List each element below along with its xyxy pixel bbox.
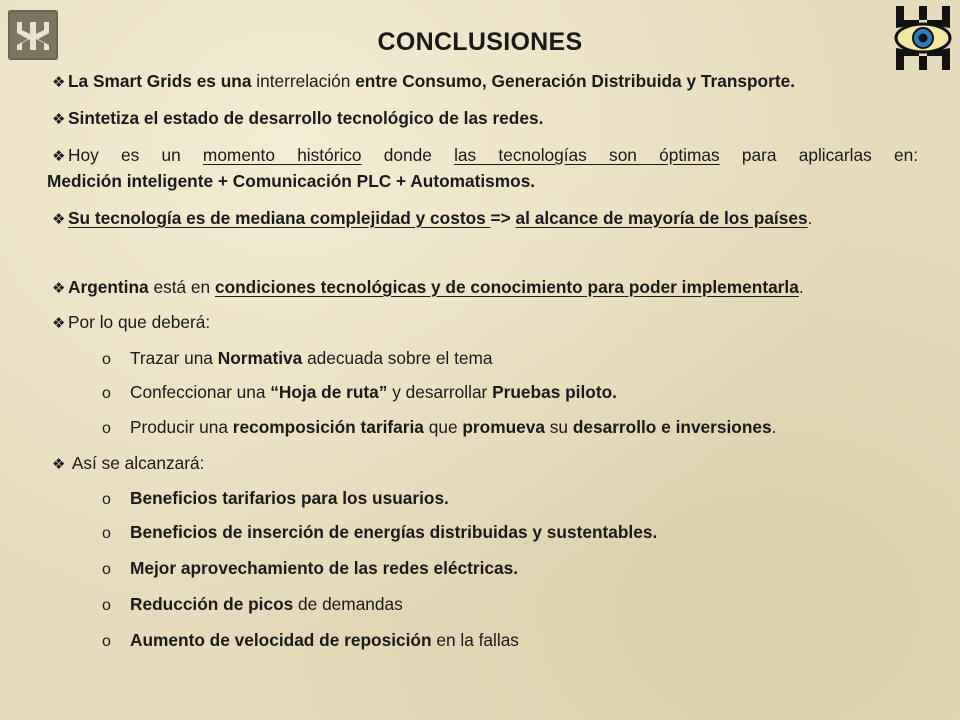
sub-bullet-icon: o [102, 420, 111, 437]
sub-bullet-icon: o [102, 385, 111, 402]
bullet-momento-historico-line2: Medición inteligente + Comunicación PLC + Automatismos. [47, 171, 536, 191]
sub-item-aumento-velocidad: o Aumento de velocidad de reposición en la fallas [102, 627, 519, 655]
bullet-diamond-icon: ❖ [52, 74, 66, 91]
sub-bullet-icon: o [102, 491, 111, 508]
sub-item-normativa: o Trazar una Normativa adecuada sobre el tema [102, 345, 493, 373]
bullet-smart-grids: ❖ La Smart Grids es una interrelación entre Consumo, Generación Distribuida y Transporte. [52, 68, 918, 96]
sub-item-beneficios-tarifarios: o Beneficios tarifarios para los usuarios. [102, 485, 449, 513]
bullet-asi-se-alcanzara: ❖ Así se alcanzará: [52, 450, 918, 478]
sub-bullet-icon: o [102, 525, 111, 542]
slide-title: CONCLUSIONES [377, 28, 583, 56]
sub-item-recomposicion: o Producir una recomposición tarifaria que promueva su desarrollo e inversiones. [102, 414, 776, 442]
bullet-diamond-icon: ❖ [52, 148, 66, 165]
bullet-diamond-icon: ❖ [52, 456, 66, 473]
bullet-sintetiza: ❖ Sintetiza el estado de desarrollo tecnológico de las redes. [52, 105, 918, 133]
bullet-por-lo-que: ❖ Por lo que deberá: [52, 309, 918, 337]
bullet-diamond-icon: ❖ [52, 211, 66, 228]
bullet-diamond-icon: ❖ [52, 280, 66, 297]
sub-item-hoja-de-ruta: o Confeccionar una “Hoja de ruta” y desarrollar Pruebas piloto. [102, 379, 617, 407]
sub-bullet-icon: o [102, 597, 111, 614]
bullet-diamond-icon: ❖ [52, 111, 66, 128]
sub-item-beneficios-insercion: o Beneficios de inserción de energías distribuidas y sustentables. [102, 519, 657, 547]
sub-item-mejor-aprovechamiento: o Mejor aprovechamiento de las redes eléctricas. [102, 555, 518, 583]
sub-bullet-icon: o [102, 561, 111, 578]
bullet-diamond-icon: ❖ [52, 315, 66, 332]
bullet-argentina: ❖ Argentina está en condiciones tecnológicas y de conocimiento para poder implementarla. [52, 274, 918, 302]
bullet-tecnologia: ❖ Su tecnología es de mediana complejidad y costos => al alcance de mayoría de los países. [52, 205, 918, 233]
sub-item-reduccion-picos: o Reducción de picos de demandas [102, 591, 403, 619]
sub-bullet-icon: o [102, 633, 111, 650]
bullet-momento-historico: ❖ Hoy es un momento histórico donde las tecnologías son óptimas para aplicarlas en: [52, 142, 918, 170]
sub-bullet-icon: o [102, 351, 111, 368]
